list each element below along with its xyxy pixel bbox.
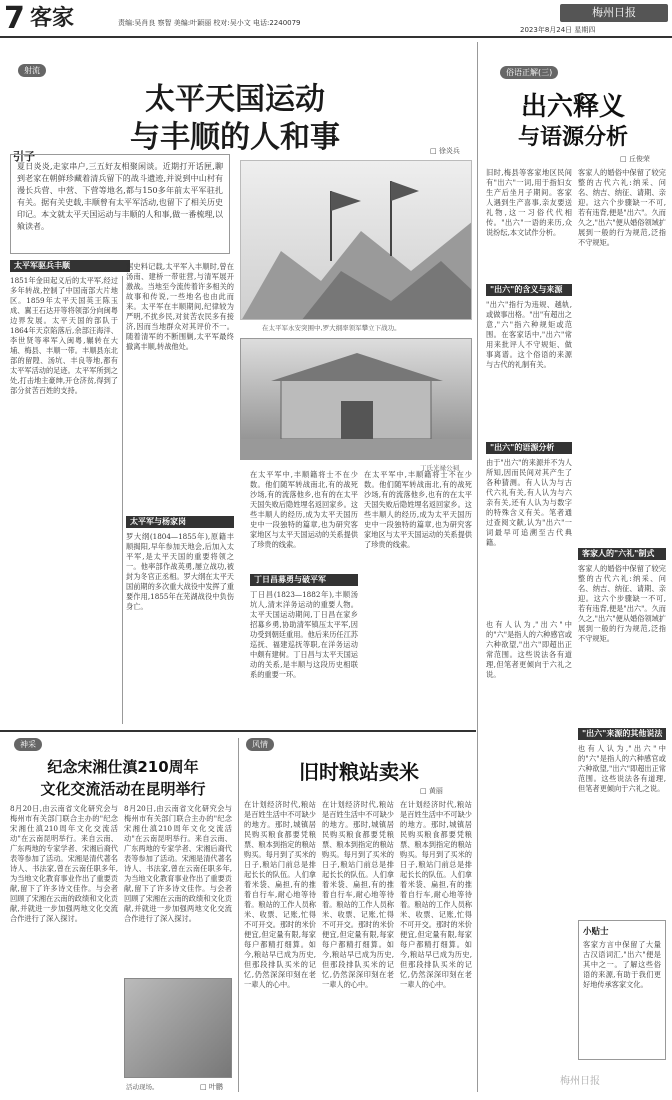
rc-sub-3: 客家人的"六礼"制式: [578, 548, 666, 560]
col1-text: 1851年金田起义后的太平军,经过多年转战,控制了中国南部大片地区。1859年太平天国英王陈玉成、翼王石达开等将领部分向闽粤边界发展。太平天国的部队于1864年天京陷落后,余部汪海洋、李世贤等率军入闽粤,辗转在大埔、梅县、丰顺一带。丰顺县东北部的留隍、汤坑、丰良等地,都有太平军活动的足迹。太平军所到之处,打击地主豪绅,开仓济贫,得到了部分贫苦百姓的支持。: [10, 276, 118, 395]
tips-text: 客家方言中保留了大量古汉语词汇,"出六"便是其中之一。了解这些俗语的来源,有助于我们更好地传承客家文化。: [583, 940, 661, 989]
right-title-line2: 与语源分析: [517, 125, 628, 150]
illustration-caption: 在太平军永安突围中,罗大纲率领军攀立下战功。: [262, 324, 401, 332]
intro-label: 引子: [10, 148, 38, 164]
main-column-tag: 射流: [18, 64, 46, 77]
rc-sub-2: "出六"的语源分析: [486, 442, 572, 454]
main-title-line2: 与丰顺的人和事: [130, 120, 340, 155]
col2-text: 据史料记载,太平军入丰顺时,曾在汤南、建桥一带驻营,与清军展开激战。当地至今流传着许多相关的故事和传说,一些地名也由此而来。太平军在丰顺期间,纪律较为严明,不扰乡民,对贫苦农民多有接济,因而当地群众对其评价不一。随着清军的不断围剿,太平军最终撤离丰顺,转战他处。: [126, 262, 234, 351]
bottom-right-title: 旧时粮站卖米: [299, 760, 419, 784]
bottom-left-author: □ 叶鹏: [200, 1083, 223, 1091]
tips-label: 小贴士: [583, 927, 609, 937]
dateline: 2023年8月24日 星期四: [520, 26, 596, 34]
bottom-left-title-1: 纪念宋湘仕滇210周年: [47, 758, 199, 776]
col3-text: 在太平军中,丰顺籍将士不在少数。他们随军转战南北,有的战死沙场,有的流落他乡,也有的在太平天国失败后隐姓埋名返回家乡。这些丰顺人的经历,成为太平天国历史中一段独特的篇章,也为研究客家地区与太平天国运动的关系提供了珍贵的线索。: [250, 470, 358, 549]
col2b-text: 罗大纲(1804—1855年),原籍丰顺揭阳,早年参加天地会,后加入太平军,是太平天国的重要将领之一。他率部作战英勇,屡立战功,被封为冬官正丞相。罗大纲在太平天国前期的多次重大战役中发挥了重要作用,1855年在芜湖战役中负伤身亡。: [126, 532, 234, 611]
bottom-right-tag: 风情: [246, 738, 274, 751]
rc-text-4: 客家人的婚俗中保留了较完整的古代六礼:纳采、问名、纳吉、纳征、请期、亲迎。这六个步骤缺一不可,若有违背,便是"出六"。久而久之,"出六"便从婚俗领域扩展到一般的行为规范,泛指不守规矩。: [578, 168, 666, 247]
bottom-left-tag: 神采: [14, 738, 42, 751]
col4-text: 在太平军中,丰顺籍将士不在少数。他们随军转战南北,有的战死沙场,有的流落他乡,也有的在太平天国失败后隐姓埋名返回家乡。这些丰顺人的经历,成为太平天国历史中一段独特的篇章,也为研究客家地区与太平天国运动的关系提供了珍贵的线索。: [364, 470, 472, 549]
intro-box: [10, 154, 230, 254]
event-photo: [124, 978, 232, 1078]
bottom-right-text-1: 在计划经济时代,粮站是百姓生活中不可缺少的地方。那时,城镇居民购买粮食都要凭粮票、粮本到指定的粮站购买。每月到了买米的日子,粮站门前总是排起长长的队伍。人们拿着米袋、扁担,有的推着自行车,耐心地等待着。粮站的工作人员称米、收票、记账,忙得不可开交。那时的米价便宜,但定量有限,每家每户都精打细算。如今,粮站早已成为历史,但那段排队买米的记忆,仍然深深印刻在老一辈人的心中。: [244, 800, 316, 989]
right-column-tag: 俗语正解(三): [500, 66, 558, 79]
bottom-col-rule: [238, 738, 239, 1092]
rc-text-2: "出六"指行为违规、越轨,或做事出格。"出"有超出之意,"六"指六种规矩或范围。在客家话中,"出六"常用来批评人不守规矩、做事离谱。这个俗语的来源与古代的礼制有关。: [486, 300, 572, 369]
section-name: 客家: [30, 6, 75, 31]
rc-text-5: 客家人的婚俗中保留了较完整的古代六礼:纳采、问名、纳吉、纳征、请期、亲迎。这六个步骤缺一不可,若有违背,便是"出六"。久而久之,"出六"便从婚俗领域扩展到一般的行为规范,泛指不守规矩。: [578, 564, 666, 643]
bottom-left-title-2: 文化交流活动在昆明举行: [40, 780, 206, 798]
sub-heading-1: 太平军驱兵丰顺: [10, 260, 130, 272]
rc-text-3: 由于"出六"的来源并不为人所知,因而民间对其产生了各种猜测。有人认为与古代六礼有关,有人认为与六亲有关,还有人认为与数字的特殊含义有关。笔者通过查阅文献,认为"出六"一词最早可追溯至古代典籍。: [486, 458, 572, 547]
right-title-line1: 出六释义: [520, 92, 625, 122]
main-author: □ 徐炎兵: [430, 147, 460, 155]
battle-illustration: [240, 160, 472, 320]
event-photo-caption: 活动现场。: [126, 1083, 159, 1091]
watermark: 梅州日报: [560, 1076, 600, 1087]
staff-line: 责编:吴肖良 察智 美编:叶颖丽 校对:吴小文 电话:2240079: [118, 19, 301, 27]
col-rule-1: [122, 276, 123, 724]
ancestral-hall-photo: [240, 338, 472, 460]
rc-sub-4: "出六"来源的其他说法: [578, 728, 666, 740]
rc-text-1: 旧时,梅县等客家地区民间有"出六"一词,用于指妇女生产后坐月子期间。客家人遇到生产喜事,亲友要送礼物,这一习俗代代相传。"出六"一语的来历,众说纷纭,本文试作分析。: [486, 168, 572, 237]
bottom-left-text-2: 8月20日,由云南省文化研究会与梅州市有关部门联合主办的"纪念宋湘仕滇210周年文化交流活动"在云南昆明举行。来自云南、广东两地的专家学者、宋湘后裔代表等参加了活动。宋湘是清代著名诗人、书法家,曾在云南任职多年,为当地文化教育事业作出了重要贡献,留下了许多诗文佳作。与会者回顾了宋湘在云南的政绩和文化贡献,并就进一步加强两地文化交流合作进行了深入探讨。: [124, 804, 232, 923]
bottom-left-text-1: 8月20日,由云南省文化研究会与梅州市有关部门联合主办的"纪念宋湘仕滇210周年文化交流活动"在云南昆明举行。来自云南、广东两地的专家学者、宋湘后裔代表等参加了活动。宋湘是清代著名诗人、书法家,曾在云南任职多年,为当地文化教育事业作出了重要贡献,留下了许多诗文佳作。与会者回顾了宋湘在云南的政绩和文化贡献,并就进一步加强两地文化交流合作进行了深入探讨。: [10, 804, 118, 923]
rc-sub-1: "出六"的含义与来源: [486, 284, 572, 296]
bottom-rule: [0, 730, 476, 732]
masthead: [0, 0, 672, 38]
photo-caption: 丁氏光禄公祠: [420, 464, 459, 472]
ancestral-hall-art: [241, 339, 472, 460]
rc-text-7: 也有人认为,"出六"中的"六"是指人的六种感官或六种欲望,"出六"即超出正常范围。这些说法各有道理,但笔者更倾向于六礼之说。: [486, 620, 572, 679]
battle-illustration-art: [241, 161, 472, 320]
bottom-right-text-2: 在计划经济时代,粮站是百姓生活中不可缺少的地方。那时,城镇居民购买粮食都要凭粮票、粮本到指定的粮站购买。每月到了买米的日子,粮站门前总是排起长长的队伍。人们拿着米袋、扁担,有的推着自行车,耐心地等待着。粮站的工作人员称米、收票、记账,忙得不可开交。那时的米价便宜,但定量有限,每家每户都精打细算。如今,粮站早已成为历史,但那段排队买米的记忆,仍然深深印刻在老一辈人的心中。: [322, 800, 394, 989]
intro-text: 夏日炎炎,走家串户,三五好友相聚闲谈。近期打开话匣,聊到老家在朝鲜珍藏着清兵留下的战斗遗迹,并说到中山村有漫长兵营、中营、下营等地名,都与150多年前太平军驻扎有关。据有关史载,丰顺曾有太平军活动,也留下了相关历史印记。本文就太平天国运动与丰顺的人和事,做一番梳理,以飨读者。: [17, 162, 223, 231]
sub-heading-3: 丁日昌募勇与破平军: [250, 574, 358, 586]
main-title-line1: 太平天国运动: [145, 82, 325, 117]
newspaper-logo: 梅州日报: [560, 4, 668, 22]
bottom-right-author: □ 黄丽: [420, 787, 443, 795]
col3b-text: 丁日昌(1823—1882年),丰顺汤坑人,清末洋务运动的重要人物。太平天国运动期间,丁日昌在家乡招募乡勇,协助清军镇压太平军,因功受到朝廷重用。他后来历任江苏巡抚、福建巡抚等职,在洋务运动中颇有建树。丁日昌与太平天国运动的关系,是丰顺与这段历史相联系的重要一环。: [250, 590, 358, 679]
sub-heading-2: 太平军与杨家岗: [126, 516, 234, 528]
right-column-rule: [477, 42, 478, 1092]
tips-box: [578, 920, 666, 1060]
right-author: □ 丘俊荣: [620, 155, 650, 163]
page-number: 7: [4, 1, 25, 36]
rc-text-6: 也有人认为,"出六"中的"六"是指人的六种感官或六种欲望,"出六"即超出正常范围。这些说法各有道理,但笔者更倾向于六礼之说。: [578, 744, 666, 793]
bottom-right-text-3: 在计划经济时代,粮站是百姓生活中不可缺少的地方。那时,城镇居民购买粮食都要凭粮票、粮本到指定的粮站购买。每月到了买米的日子,粮站门前总是排起长长的队伍。人们拿着米袋、扁担,有的推着自行车,耐心地等待着。粮站的工作人员称米、收票、记账,忙得不可开交。那时的米价便宜,但定量有限,每家每户都精打细算。如今,粮站早已成为历史,但那段排队买米的记忆,仍然深深印刻在老一辈人的心中。: [400, 800, 472, 989]
